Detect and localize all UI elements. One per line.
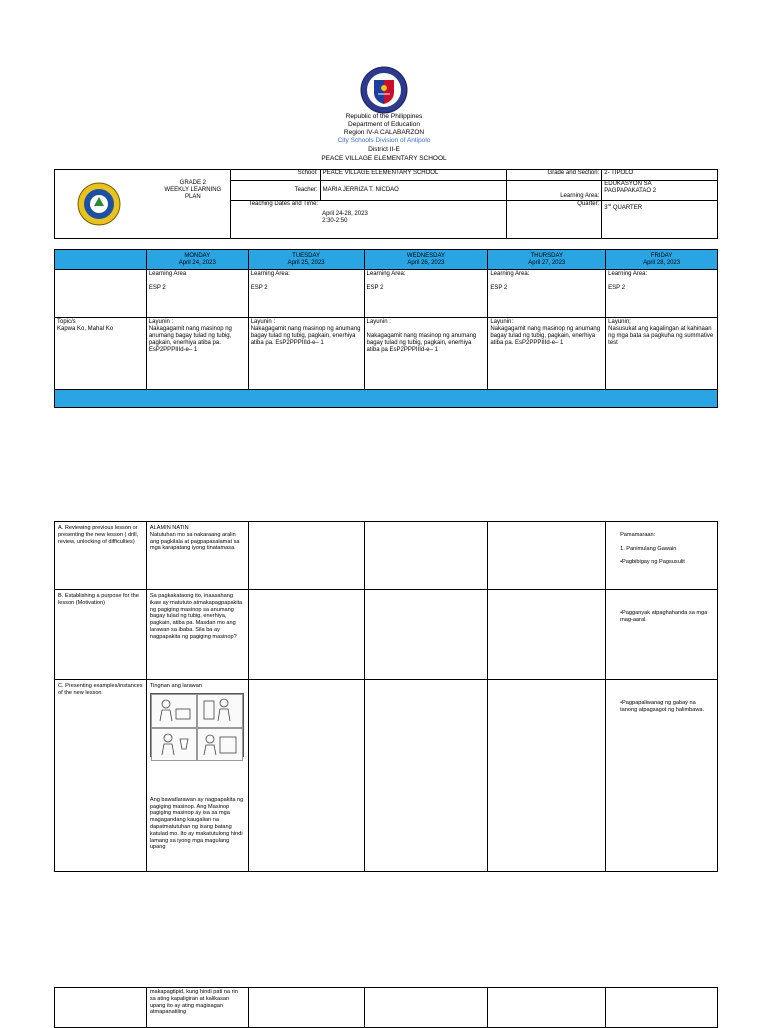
procedure-a-monday: ALAMIN NATIN Natutuhan mo sa nakaraang aralin ang pagkilala at pagpapasalamat sa mga karapatang iyong tinatamasa. <box>146 522 248 590</box>
illustration-person-icon <box>152 729 196 758</box>
objective-thursday: Layunin: Nakagagamit nang masinop ng anumang bagay tulad ng tubig, pagkain, enerhiya atiba pa. EsP2PPPIIId-e– 1 <box>488 318 606 390</box>
dates-value-cell <box>320 201 506 239</box>
dates-value: April 24-28, 2023 <box>322 211 368 218</box>
header-line-region: Region IV-A CALABARZON <box>343 129 425 136</box>
procedure-a-label: A. Reviewing previous lesson or presenting the new lesson ( drill, review, unlocking of difficulties) <box>55 522 147 590</box>
objectives-row <box>55 318 718 390</box>
procedure-c-monday-intro: Tingnan ang larawan <box>149 683 202 689</box>
procedure-row-c <box>55 680 718 872</box>
procedure-c-wednesday <box>364 680 488 872</box>
plan-title-plan: PLAN <box>184 194 201 200</box>
procedure-c-friday: •Pagpapaliwanag ng gabay na tanong atpagsagot ng halimbawa. <box>606 680 718 872</box>
learning-area-row <box>55 270 718 318</box>
day-header-blank <box>55 250 147 270</box>
topic-cell: Topic/s Kapwa Ko, Mahal Ko <box>55 318 147 390</box>
header-school-name: PEACE VILLAGE ELEMENTARY SCHOOL <box>321 155 447 162</box>
teacher-label: Teacher: <box>231 181 321 201</box>
continued-tuesday <box>248 988 364 1028</box>
day-header-row <box>55 250 718 270</box>
continued-friday <box>606 988 718 1028</box>
illustration-panel-1 <box>151 694 197 728</box>
continued-wednesday <box>364 988 488 1028</box>
procedure-continued-row <box>55 988 718 1028</box>
school-seal-cell <box>55 170 156 239</box>
procedure-row-b <box>55 590 718 680</box>
learning-area-blank <box>55 270 147 318</box>
illustration-person-icon <box>152 695 196 724</box>
procedure-c-monday <box>146 680 248 872</box>
area-value-line2: PAGPAPAKATAO 2 <box>604 188 657 195</box>
learning-area-friday: Learning Area: ESP 2 <box>606 270 718 318</box>
procedure-c-thursday <box>488 680 606 872</box>
header-district: District II-E <box>368 146 400 153</box>
procedure-continued-table <box>54 987 718 1028</box>
learning-area-monday: Learning Area ESP 2 <box>146 270 248 318</box>
procedure-table <box>54 521 718 872</box>
illustration-panel-2 <box>197 694 243 728</box>
objective-tuesday: Layunin : Nakagagamit nang masinop ng anumang bagay tulad ng tubig, pagkain, enerhiya atiba pa. EsP2PPPIIId-e– 1 <box>248 318 364 390</box>
learning-area-tuesday: Learning Area: ESP 2 <box>248 270 364 318</box>
day-header-tuesday: TUESDAY April 25, 2023 <box>248 250 364 270</box>
day-header-thursday: THURSDAY April 27, 2023 <box>488 250 606 270</box>
school-seal-icon <box>77 182 121 226</box>
blue-separator <box>55 390 718 408</box>
day-header-wednesday: WEDNESDAY April 26, 2023 <box>364 250 488 270</box>
procedure-b-thursday <box>488 590 606 680</box>
procedure-c-label: C. Presenting examples/instances of the new lesson <box>55 680 147 872</box>
plan-title-cell <box>156 170 231 239</box>
area-value-line1: EDUKASYON SA <box>604 181 652 188</box>
procedure-b-wednesday <box>364 590 488 680</box>
school-value: PEACE VILLAGE ELEMENTARY SCHOOL <box>320 170 506 181</box>
plan-title-grade: GRADE 2 <box>179 180 206 186</box>
header-line-deped: Department of Education <box>348 121 420 128</box>
learning-area-wednesday: Learning Area: ESP 2 <box>364 270 488 318</box>
procedure-b-label: B. Establishing a purpose for the lesson (Motivation) <box>55 590 147 680</box>
day-header-friday: FRIDAY April 28, 2023 <box>606 250 718 270</box>
procedure-b-tuesday <box>248 590 364 680</box>
info-table <box>54 169 718 239</box>
procedure-b-monday: Sa pagkakataong ito, inaasahang ikaw ay matututo atmakapagpapakita ng pagiging masinop sa anumang bagay tulad ng tubig, enerhiya, pagkain, atiba pa. Masdan mo ang larawan sa ibaba. Sila ba ay nagpapakita ng pagiging masinop? <box>146 590 248 680</box>
quarter-value: 3rd QUARTER <box>602 201 718 239</box>
illustration-grid <box>150 693 244 757</box>
objective-wednesday: Layunin : Nakagagamit nang masinop ng anumang bagay tulad ng tubig, pagkain, enerhiya atiba pa EsP2PPPIIId-e– 1 <box>364 318 488 390</box>
continued-monday: makapagtipid, kung hindi pati na rin sa ating kapaligiran at kalikasan upang ito ay ating magisagan atmapanatiling <box>146 988 248 1028</box>
procedure-row-a <box>55 522 718 590</box>
procedure-a-friday: Pamamaraan: 1. Panimulang Gawain •Pagbibigay ng Pagsusulit <box>606 522 718 590</box>
blue-separator-row <box>55 390 718 408</box>
grade-label: Grade and Section: <box>506 170 602 181</box>
objective-friday: Layunin; Nasusukat ang kagalingan at kahinaan ng mga bata sa pagkuha ng summative test <box>606 318 718 390</box>
learning-area-thursday: Learning Area: ESP 2 <box>488 270 606 318</box>
illustration-panel-4 <box>197 728 243 762</box>
procedure-a-thursday <box>488 522 606 590</box>
illustration-panel-3 <box>151 728 197 762</box>
teacher-value: MARIA JERRIZA T. NICDAO <box>320 181 506 201</box>
dates-label: Teaching Dates and Time: <box>231 201 321 239</box>
procedure-c-tuesday <box>248 680 364 872</box>
continued-thursday <box>488 988 606 1028</box>
header-division-link[interactable]: City Schools Division of Antipolo <box>337 137 431 144</box>
area-label: Learning Area: <box>506 181 602 201</box>
illustration-person-icon <box>198 729 242 758</box>
procedure-c-monday-text: Ang bawatlarawan ay nagpapakita ng pagiging masinop. Ang Masinop pagiging masinop ay isa sa mga magagandang kaugalian na dapatmatutuhan ng isang batang katulad mo. Ito ay makatutulong hindi lamang sa iyong mga magulang upang <box>149 796 244 851</box>
plan-title-weekly: WEEKLY LEARNING <box>164 187 222 193</box>
deped-seal <box>360 66 408 114</box>
procedure-a-tuesday <box>248 522 364 590</box>
time-value: 2:30-2:50 <box>322 218 348 225</box>
continued-label <box>55 988 147 1028</box>
objective-monday: Layunin : Nakagagamit nang masinop ng anumang bagay tulad ng tubig, pagkain, enerhiya atiba pa. EsP2PPPIIId-e– 1 <box>146 318 248 390</box>
weekly-table <box>54 249 718 408</box>
area-value <box>602 181 718 201</box>
header-line-republic: Republic of the Philippines <box>345 113 423 120</box>
school-label: School: <box>231 170 321 181</box>
illustration-person-icon <box>198 695 242 724</box>
quarter-label: Quarter: <box>506 201 602 239</box>
procedure-a-wednesday <box>364 522 488 590</box>
day-header-monday: MONDAY April 24, 2023 <box>146 250 248 270</box>
grade-value: 2- TIPOLO <box>602 170 718 181</box>
procedure-b-friday: •Pagganyak atpaghahanda sa mga mag-aaral. <box>606 590 718 680</box>
